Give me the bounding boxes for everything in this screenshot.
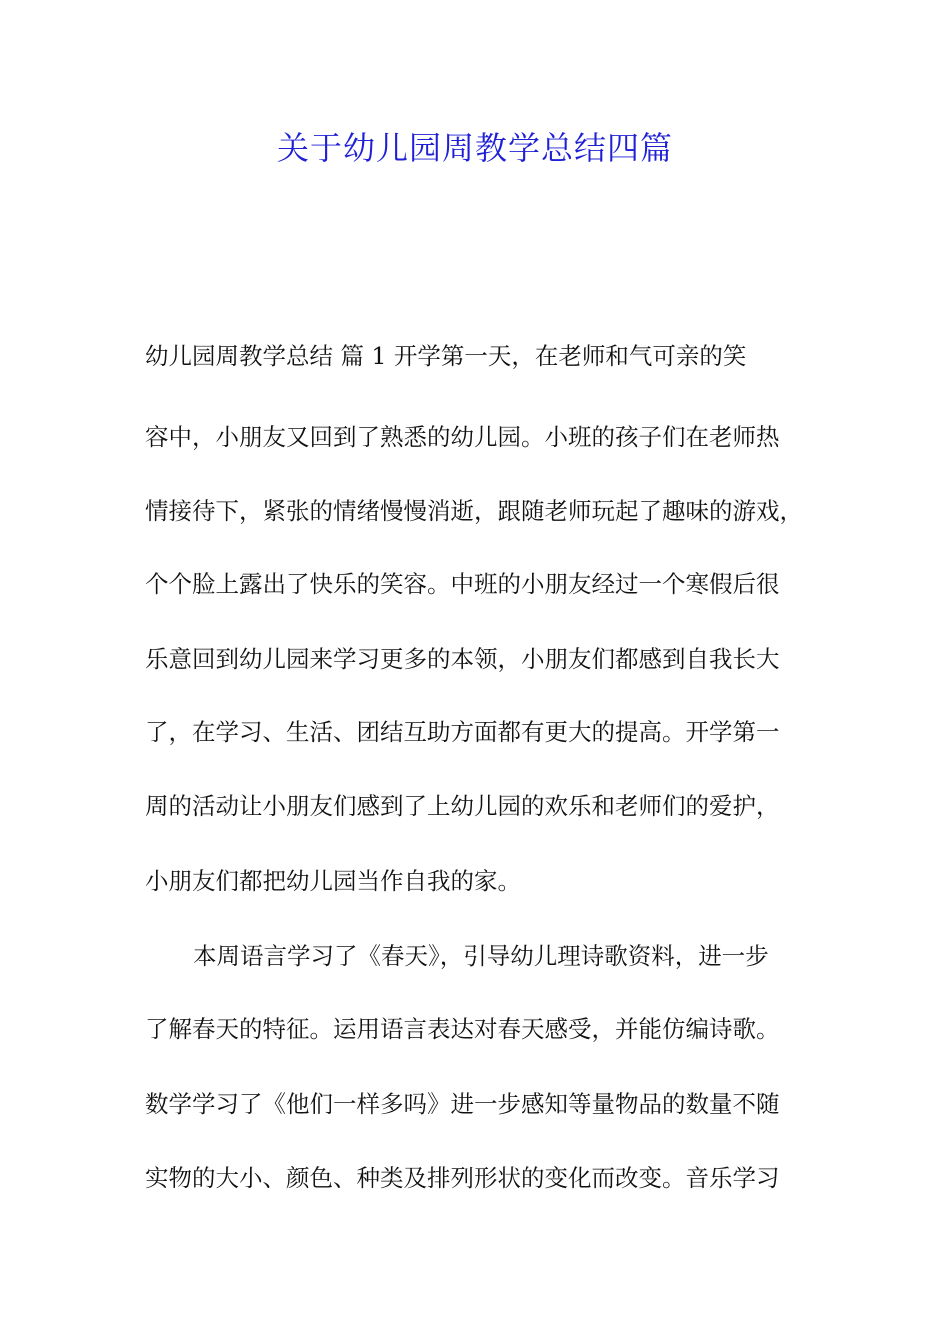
document-title: 关于幼儿园周教学总结四篇 bbox=[276, 129, 673, 167]
body-line: 乐意回到幼儿园来学习更多的本领，小朋友们都感到自我长大 bbox=[145, 645, 780, 673]
body-line: 容中，小朋友又回到了熟悉的幼儿园。小班的孩子们在老师热 bbox=[145, 423, 780, 451]
body-line: 情接待下，紧张的情绪慢慢消逝，跟随老师玩起了趣味的游戏， bbox=[145, 497, 803, 525]
body-line: 实物的大小、颜色、种类及排列形状的变化而改变。音乐学习 bbox=[145, 1164, 780, 1192]
body-line: 个个脸上露出了快乐的笑容。中班的小朋友经过一个寒假后很 bbox=[145, 570, 780, 598]
body-line: 本周语言学习了《春天》，引导幼儿理诗歌资料，进一步 bbox=[193, 942, 769, 970]
body-line: 小朋友们都把幼儿园当作自我的家。 bbox=[145, 867, 521, 895]
body-line: 周的活动让小朋友们感到了上幼儿园的欢乐和老师们的爱护， bbox=[145, 792, 780, 820]
body-line: 数学学习了《他们一样多吗》进一步感知等量物品的数量不随 bbox=[145, 1090, 780, 1118]
body-line: 幼儿园周教学总结 篇 1 开学第一天，在老师和气可亲的笑 bbox=[145, 342, 747, 370]
body-line: 了解春天的特征。运用语言表达对春天感受，并能仿编诗歌。 bbox=[145, 1015, 780, 1043]
body-line: 了，在学习、生活、团结互助方面都有更大的提高。开学第一 bbox=[145, 718, 780, 746]
